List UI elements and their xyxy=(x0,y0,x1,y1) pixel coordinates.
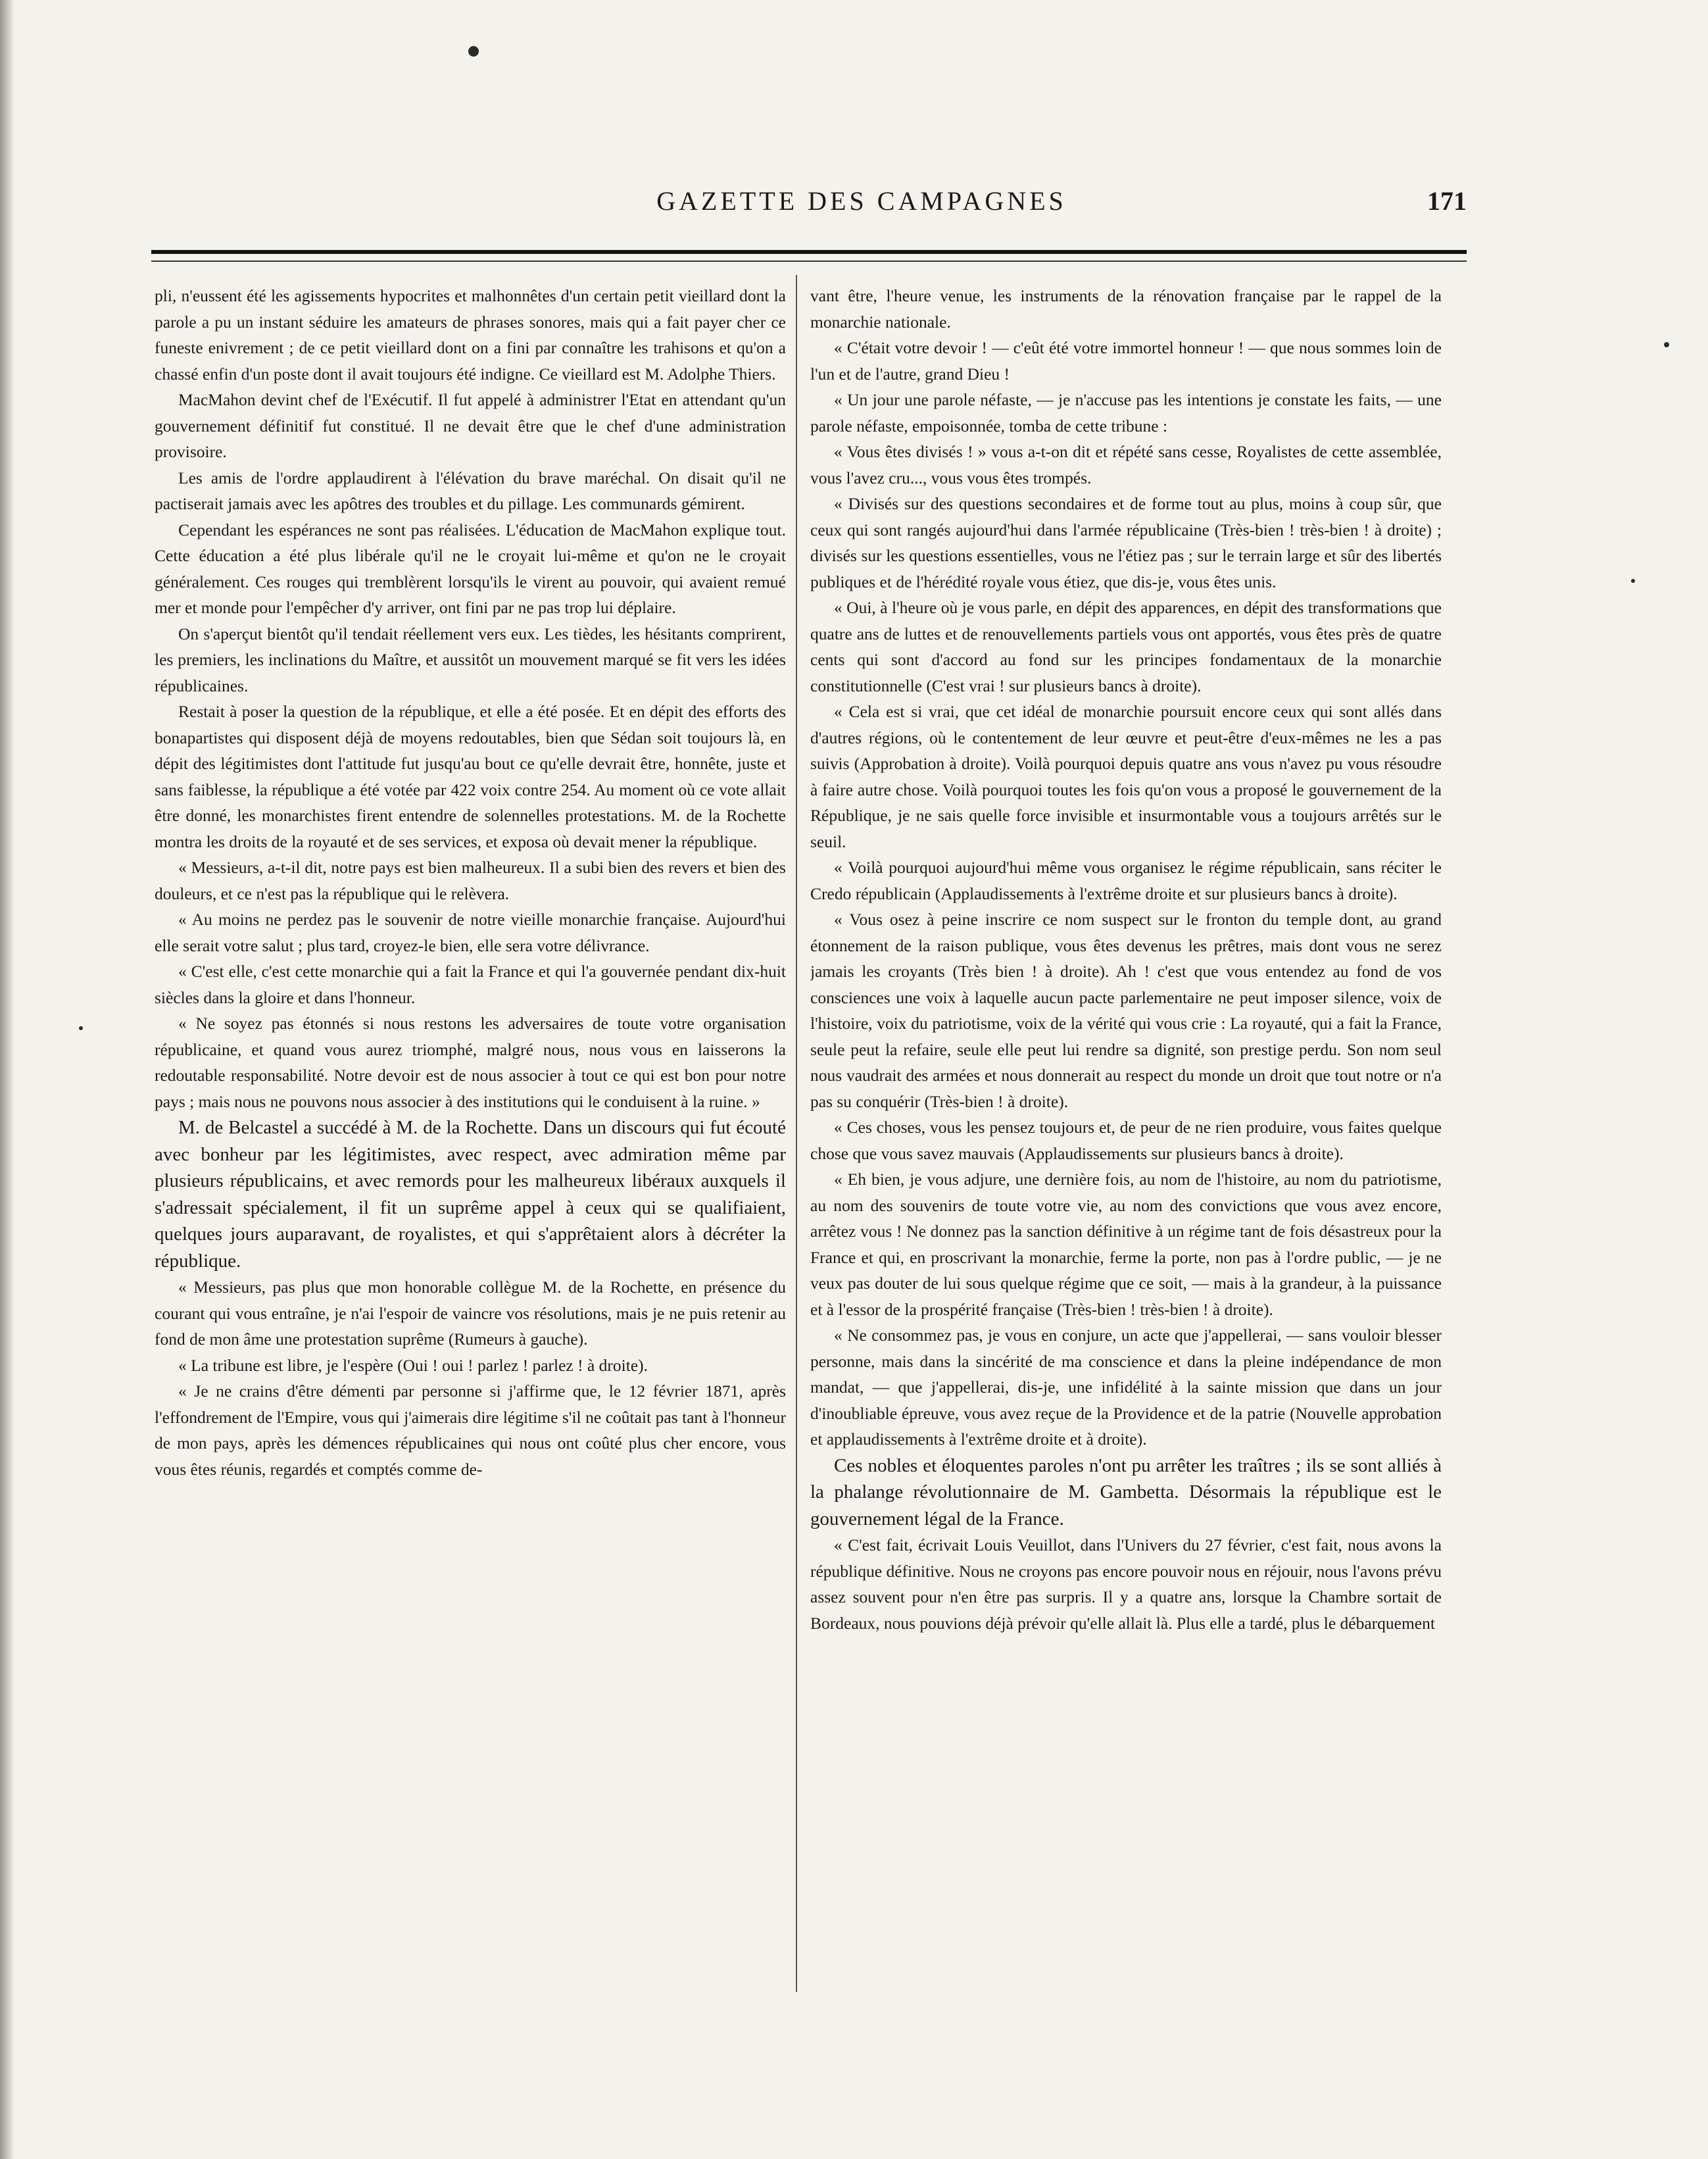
left-column xyxy=(155,283,786,1987)
quote-paragraph: « Oui, à l'heure où je vous parle, en dépit des apparences, en dépit des transformations que quatre ans de luttes et de renouvellements partiels vous ont apportés, vous êtes près de quatre cents qui sont d'accord au fond sur les principes fondamentaux de la monarchie constitutionnelle (C'est vrai ! sur plusieurs bancs à droite). xyxy=(810,598,1442,695)
paragraph: MacMahon devint chef de l'Exécutif. Il fut appelé à administrer l'Etat en attendant qu'un gouvernement définitif fut constitué. Il ne devait être que le chef d'une administration provisoire. xyxy=(155,390,786,461)
quote-paragraph: « Un jour une parole néfaste, — je n'accuse pas les intentions je constate les faits, — une parole néfaste, empoisonnée, tomba de cette tribune : xyxy=(810,390,1442,435)
quote-paragraph: « Messieurs, pas plus que mon honorable collègue M. de la Rochette, en présence du courant qui vous entraîne, je n'ai l'espoir de vaincre vos résolutions, mais je ne puis retenir au fond de mon âme une protestation suprême (Rumeurs à gauche). xyxy=(155,1278,786,1349)
paragraph: vant être, l'heure venue, les instruments de la rénovation française par le rappel de la monarchie nationale. xyxy=(810,286,1442,332)
paragraph: pli, n'eussent été les agissements hypocrites et malhonnêtes d'un certain petit vieillard dont la parole a pu un instant séduire les amateurs de phrases sonores, mais qui a fait payer cher ce funeste enivrement ; de ce petit vieillard dont on a fini par connaître les trahisons et qu'on a chassé enfin d'un poste dont il avait toujours été indigne. Ce vieillard est M. Adolphe Thiers. xyxy=(155,286,786,384)
quote-paragraph: « Divisés sur des questions secondaires et de forme tout au plus, moins à coup sûr, que ceux qui sont rangés aujourd'hui dans l'armée républicaine (Très-bien ! très-bien ! à droite) ; divisés sur les questions essentielles, vous ne l'étiez pas ; sur le terrain large et sûr des libertés publiques et de l'hérédité royale vous étiez, que dis-je, vous êtes unis. xyxy=(810,494,1442,591)
quote-paragraph: « Vous êtes divisés ! » vous a-t-on dit et répété sans cesse, Royalistes de cette assemblée, vous l'avez cru..., vous vous êtes trompés. xyxy=(810,442,1442,487)
quote-paragraph: « Ces choses, vous les pensez toujours et, de peur de ne rien produire, vous faites quelque chose que vous savez mauvais (Applaudissements sur plusieurs bancs à droite). xyxy=(810,1118,1442,1163)
paragraph: Cependant les espérances ne sont pas réalisées. L'éducation de MacMahon explique tout. Cette éducation a été plus libérale qu'il ne le croyait lui-même et qu'on ne le croyait généralement. Ces rouges qui tremblèrent lorsqu'ils le virent au pouvoir, qui avaient remué mer et monde pour l'empêcher d'y arriver, ont fini par ne pas trop lui déplaire. xyxy=(155,520,786,617)
quote-paragraph: « C'est elle, c'est cette monarchie qui a fait la France et qui l'a gouvernée pendant dix-huit siècles dans la gloire et dans l'honneur. xyxy=(155,962,786,1007)
ink-speck xyxy=(468,46,479,57)
running-head xyxy=(151,186,1467,232)
column-divider xyxy=(796,275,797,1992)
quote-paragraph: « Je ne crains d'être démenti par personne si j'affirme que, le 12 février 1871, après l'effondrement de l'Empire, vous qui j'aimerais dire légitime s'il ne coûtait pas tant à l'honneur de mon pays, après les démences républicaines qui nous ont coûté plus cher encore, vous vous êtes réunis, regardés et comptés comme de- xyxy=(155,1381,786,1479)
right-column xyxy=(810,283,1442,1987)
header-rule-thick xyxy=(151,250,1467,254)
paragraph: Ces nobles et éloquentes paroles n'ont pu arrêter les traîtres ; ils se sont alliés à la phalange révolutionnaire de M. Gambetta. Désormais la république est le gouvernement légal de la France. xyxy=(810,1454,1442,1529)
quote-paragraph: « Cela est si vrai, que cet idéal de monarchie poursuit encore ceux qui sont allés dans d'autres régions, où le contentement de leur œuvre et peut-être d'eux-mêmes ne les a pas suivis (Approbation à droite). Voilà pourquoi depuis quatre ans vous n'avez pu vous résoudre à faire autre chose. Voilà pourquoi toutes les fois qu'on vous a proposé le gouvernement de la République, je ne sais quelle force invisible et insurmontable vous a toujours arrêtés sur le seuil. xyxy=(810,702,1442,851)
quote-paragraph: « Eh bien, je vous adjure, une dernière fois, au nom de l'histoire, au nom du patriotisme, au nom des souvenirs de toute votre vie, au nom des convictions que vous avez encore, arrêtez vous ! Ne donnez pas la sanction définitive à un régime tant de fois désastreux pour la France et qui, en proscrivant la monarchie, ferme la porte, non pas à l'ordre public, — je ne veux pas douter de lui sous quelque régime que ce soit, — mais à la grandeur, à la puissance et à l'essor de la prospérité française (Très-bien ! très-bien ! à droite). xyxy=(810,1170,1442,1319)
quote-paragraph: « C'est fait, écrivait Louis Veuillot, dans l'Univers du 27 février, c'est fait, nous avons la république définitive. Nous ne croyons pas encore pouvoir nous en réjouir, nous l'avons prévu assez souvent pour n'en être pas surpris. Il y a quatre ans, lorsque la Chambre sortait de Bordeaux, nous pouvions déjà prévoir qu'elle allait là. Plus elle a tardé, plus le débarquement xyxy=(810,1535,1442,1633)
quote-paragraph: « Au moins ne perdez pas le souvenir de notre vieille monarchie française. Aujourd'hui elle serait votre salut ; plus tard, croyez-le bien, elle sera votre délivrance. xyxy=(155,910,786,955)
quote-paragraph: « Ne soyez pas étonnés si nous restons les adversaires de toute votre organisation républicaine, et quand vous aurez triomphé, malgré nous, nous vous en laisserons la redoutable responsabilité. Notre devoir est de nous associer à tout ce qui est bon pour notre pays ; mais nous ne pouvons nous associer à des institutions qui le conduisent à la ruine. » xyxy=(155,1014,786,1111)
quote-paragraph: « Messieurs, a-t-il dit, notre pays est bien malheureux. Il a subi bien des revers et bien des douleurs, et ce n'est pas la république qui le relèvera. xyxy=(155,858,786,903)
paragraph: Les amis de l'ordre applaudirent à l'élévation du brave maréchal. On disait qu'il ne pactiserait jamais avec les apôtres des troubles et du pillage. Les communards gémirent. xyxy=(155,468,786,513)
ink-speck xyxy=(1664,342,1669,347)
quote-paragraph: « Vous osez à peine inscrire ce nom suspect sur le fronton du temple dont, au grand étonnement de la raison publique, vous êtes devenus les prêtres, mais dont vous ne serez jamais les croyants (Très bien ! à droite). Ah ! c'est que vous entendez au fond de vos consciences une voix à laquelle aucun pacte parlementaire ne peut imposer silence, voix de l'histoire, voix du patriotisme, voix de la vérité qui vous crie : La royauté, qui a fait la France, seule peut la refaire, seule elle peut lui rendre sa dignité, son prestige perdu. Son nom seul nous vaudrait des armées et nous donnerait au respect du monde un droit que tout notre or n'a pas su conquérir (Très-bien ! à droite). xyxy=(810,910,1442,1111)
header-rule-thin xyxy=(151,261,1467,262)
ink-speck xyxy=(1631,579,1635,583)
page-number: 171 xyxy=(1427,186,1467,216)
paragraph: Restait à poser la question de la république, et elle a été posée. Et en dépit des efforts des bonapartistes qui disposent déjà de moyens redoutables, bien que Sédan soit toujours là, en dépit des légitimistes dont l'attitude fut jusqu'au bout ce qu'elle devrait être, honnête, juste et sans faiblesse, la république a été votée par 422 voix contre 254. Au moment où ce vote allait être donné, les monarchistes firent entendre de solennelles protestations. M. de la Rochette montra les droits de la royauté et de ses services, et exposa où devait mener la république. xyxy=(155,702,786,851)
quote-paragraph: « Voilà pourquoi aujourd'hui même vous organisez le régime républicain, sans réciter le Credo républicain (Applaudissements à l'extrême droite et sur plusieurs bancs à droite). xyxy=(810,858,1442,903)
ink-speck xyxy=(79,1026,83,1030)
quote-paragraph: « La tribune est libre, je l'espère (Oui ! oui ! parlez ! parlez ! à droite). xyxy=(178,1355,648,1375)
paragraph: M. de Belcastel a succédé à M. de la Rochette. Dans un discours qui fut écouté avec bonheur par les légitimistes, avec respect, avec admiration même par plusieurs républicains, et avec remords pour les malheureux libéraux auxquels il s'adressait spécialement, il fit un suprême appel à ceux qui se qualifiaient, quelques jours auparavant, de royalistes, et qui s'apprêtaient alors à décréter la république. xyxy=(155,1117,786,1272)
quote-paragraph: « C'était votre devoir ! — c'eût été votre immortel honneur ! — que nous sommes loin de l'un et de l'autre, grand Dieu ! xyxy=(810,338,1442,384)
journal-title: GAZETTE DES CAMPAGNES xyxy=(656,186,1067,216)
page-edge-shadow xyxy=(0,0,14,2159)
paragraph: On s'aperçut bientôt qu'il tendait réellement vers eux. Les tièdes, les hésitants comprirent, les premiers, les inclinations du Maître, et aussitôt un mouvement marqué se fit vers les idées républicaines. xyxy=(155,624,786,695)
quote-paragraph: « Ne consommez pas, je vous en conjure, un acte que j'appellerai, — sans vouloir blesser personne, mais dans la sincérité de ma conscience et dans la pleine indépendance de mon mandat, — que j'appellerai, dis-je, une infidélité à la sainte mission que dans un jour d'inoubliable épreuve, vous avez reçue de la Providence et de la patrie (Nouvelle approbation et applaudissements à l'extrême droite et à droite). xyxy=(810,1326,1442,1449)
